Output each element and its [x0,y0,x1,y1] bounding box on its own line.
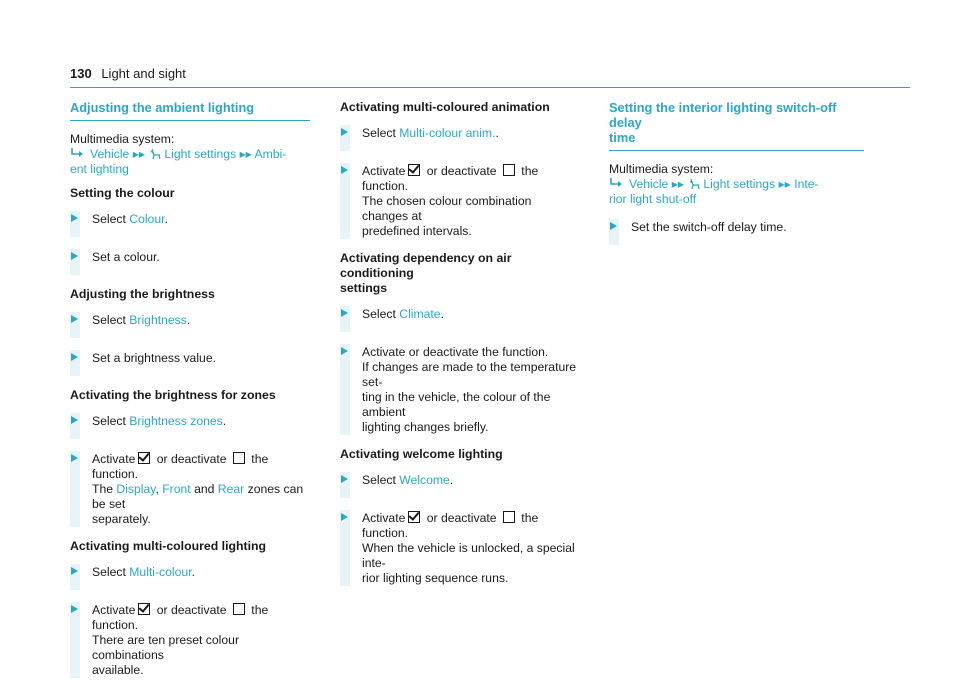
column-1 [70,100,310,690]
menu-item-colour[interactable]: Colour [129,212,165,226]
step-triangle-icon [341,513,348,521]
step-item [609,219,864,245]
section-title-switch-off-delay [609,100,864,151]
step-text: Activate [362,511,406,525]
column-3 [609,100,864,257]
page-header [70,66,186,81]
step-triangle-icon [610,222,617,230]
zone-front[interactable]: Front [162,482,191,496]
step-triangle-icon [341,475,348,483]
subheading-colour: Setting the colour [70,186,175,200]
step-item [70,249,310,275]
step-text: Select [92,212,130,226]
step-text: and [190,482,218,496]
step-item [70,211,310,237]
step-text: . [440,307,444,321]
step-text: , [155,482,163,496]
step-bar [340,125,350,151]
step-item [340,472,580,498]
step-triangle-icon [71,252,78,260]
seat-light-icon [689,178,701,190]
step-text: Select [92,414,130,428]
step-triangle-icon [341,347,348,355]
section-title-text: time [609,130,636,145]
page-number: 130 [70,66,92,81]
checkbox-checked-icon [408,164,420,176]
step-text: Select [362,126,400,140]
step-text: or deactivate [153,603,230,617]
step-item [340,344,580,435]
step-bar [340,163,350,239]
step-text: If changes are made to the temperature set- [362,360,577,389]
path-vehicle[interactable]: Vehicle [629,177,669,191]
step-bar [340,510,350,586]
step-text: zones can be set [92,482,304,511]
checkbox-checked-icon [408,511,420,523]
column-2 [340,100,580,598]
double-chevron-icon: ▸▸ [778,177,791,191]
step-bar [340,306,350,332]
step-text: Select [92,565,130,579]
step-text: Select [92,313,130,327]
step-item [70,350,310,376]
subheading-text: Activating dependency on air conditioning [340,251,512,280]
step-item [70,564,310,590]
path-ambient-lighting[interactable]: Ambi- [254,147,287,161]
step-bar [70,312,80,338]
header-rule [70,87,910,88]
menu-path-label: Multimedia system: [609,162,714,176]
step-text: predefined intervals. [362,224,472,238]
step-text: . [186,313,191,327]
elbow-arrow-icon [609,178,623,189]
double-chevron-icon: ▸▸ [132,147,145,161]
checkbox-empty-icon [503,511,515,523]
menu-item-climate[interactable]: Climate [399,307,441,321]
step-triangle-icon [341,128,348,136]
step-item [340,125,580,151]
step-bar [70,564,80,590]
step-text: The [92,482,117,496]
step-bar [70,413,80,439]
step-text: Activate [362,164,406,178]
step-text: . [191,565,195,579]
menu-path-label: Multimedia system: [70,132,175,146]
path-light-settings[interactable]: Light settings [164,147,237,161]
seat-light-icon [150,148,162,160]
subheading-climate-dependency [340,251,580,296]
step-triangle-icon [71,454,78,462]
step-bar [70,350,80,376]
step-text: ting in the vehicle, the colour of the ambient [362,390,551,419]
menu-path [70,147,310,177]
path-vehicle[interactable]: Vehicle [90,147,130,161]
menu-path [609,177,864,207]
checkbox-empty-icon [503,164,515,176]
subheading-text: settings [340,281,388,295]
step-triangle-icon [71,416,78,424]
step-triangle-icon [341,166,348,174]
chapter-title: Light and sight [101,66,186,81]
step-item [340,306,580,332]
step-bar [340,344,350,435]
subheading-multi-colour: Activating multi-coloured lighting [70,539,267,553]
subheading-brightness: Adjusting the brightness [70,287,215,301]
step-bar [609,219,619,245]
step-triangle-icon [71,315,78,323]
checkbox-checked-icon [138,452,150,464]
step-triangle-icon [341,309,348,317]
step-item [70,451,310,527]
checkbox-empty-icon [233,452,245,464]
zone-display[interactable]: Display [116,482,156,496]
path-ambient-lighting-cont[interactable]: ent lighting [70,162,129,176]
step-text: Set a colour. [92,250,160,264]
step-item [70,312,310,338]
step-text: the function. [362,164,539,193]
step-item [70,413,310,439]
double-chevron-icon: ▸▸ [239,147,252,161]
step-triangle-icon [71,353,78,361]
step-text: Select [362,473,400,487]
subheading-welcome-lighting: Activating welcome lighting [340,447,503,461]
zone-rear[interactable]: Rear [217,482,245,496]
menu-item-brightness[interactable]: Brightness [129,313,187,327]
elbow-arrow-icon [70,148,84,159]
step-text: rior lighting sequence runs. [362,571,509,585]
path-interior-light-shutoff-cont[interactable]: rior light shut-off [609,192,697,206]
step-triangle-icon [71,567,78,575]
menu-item-brightness-zones[interactable]: Brightness zones [129,414,223,428]
menu-item-multi-colour[interactable]: Multi-colour [129,565,192,579]
section-title-ambient: Adjusting the ambient lighting [70,100,310,121]
step-text: When the vehicle is unlocked, a special inte- [362,541,575,570]
step-item [340,163,580,239]
step-item [70,602,310,678]
step-text: or deactivate [423,164,500,178]
step-text: Set the switch-off delay time. [631,220,787,234]
step-triangle-icon [71,605,78,613]
step-text: There are ten preset colour combinations [92,633,240,662]
step-text: separately. [92,512,151,526]
step-text: available. [92,663,144,677]
step-text: the function. [92,452,269,481]
section-title-text: Setting the interior lighting switch-off delay [609,100,837,130]
step-text: . [495,126,499,140]
subheading-multi-colour-animation: Activating multi-coloured animation [340,100,550,114]
step-text: the function. [92,603,269,632]
step-text: or deactivate [153,452,230,466]
step-text: Set a brightness value. [92,351,216,365]
menu-item-multi-colour-anim[interactable]: Multi-colour anim. [399,126,496,140]
step-text: the function. [362,511,539,540]
step-text: Activate [92,603,136,617]
step-bar [340,472,350,498]
step-text: . [222,414,227,428]
path-interior-light-shutoff[interactable]: Inte- [794,177,819,191]
step-text: Activate or deactivate the function. [362,345,549,359]
step-text: The chosen colour combination changes at [362,194,532,223]
step-bar [70,602,80,678]
step-text: lighting changes briefly. [362,420,489,434]
step-text: . [164,212,168,226]
checkbox-empty-icon [233,603,245,615]
subheading-zones: Activating the brightness for zones [70,388,276,402]
step-text: Activate [92,452,136,466]
step-triangle-icon [71,214,78,222]
step-bar [70,249,80,275]
step-bar [70,211,80,237]
double-chevron-icon: ▸▸ [671,177,684,191]
step-text: or deactivate [423,511,500,525]
checkbox-checked-icon [138,603,150,615]
step-bar [70,451,80,527]
menu-item-welcome[interactable]: Welcome [399,473,450,487]
path-light-settings[interactable]: Light settings [703,177,776,191]
step-text: Select [362,307,400,321]
step-item [340,510,580,586]
step-text: . [449,473,454,487]
